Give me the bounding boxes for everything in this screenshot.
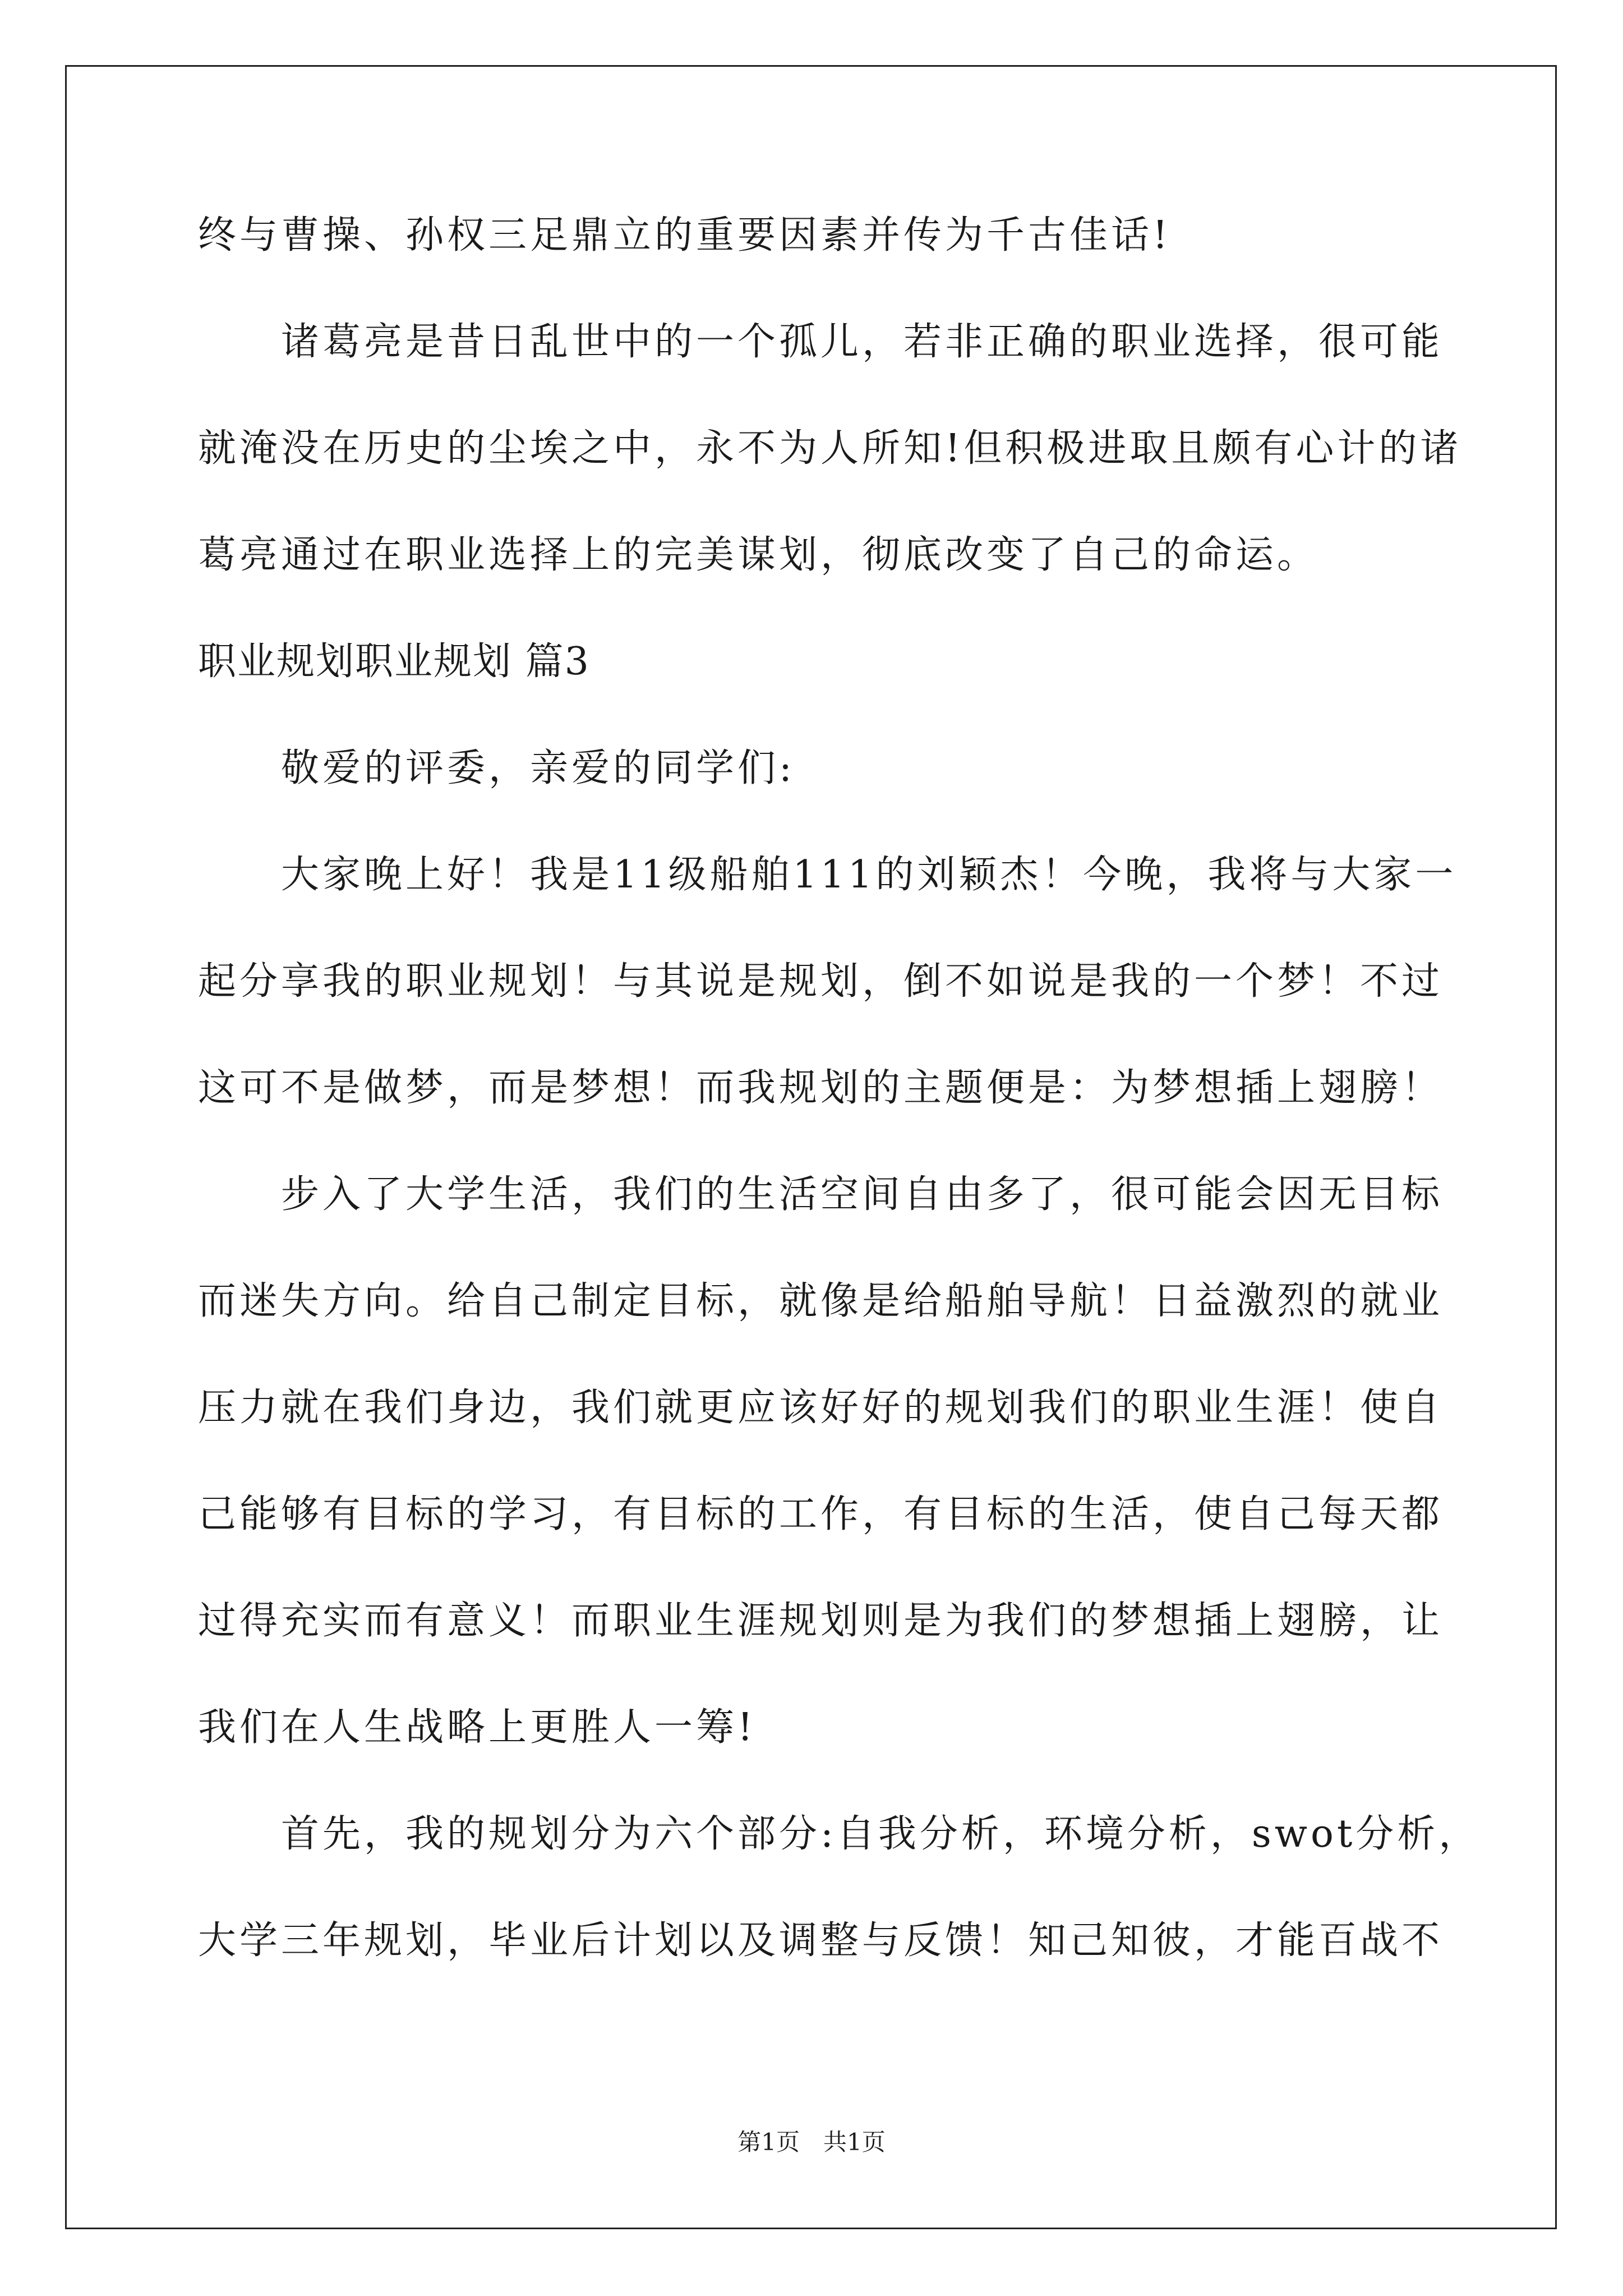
text-line: 葛亮通过在职业选择上的完美谋划，彻底改变了自己的命运。 <box>198 533 1319 577</box>
page-border <box>65 65 1557 2229</box>
text-line: 起分享我的职业规划！与其说是规划，倒不如说是我的一个梦！不过 <box>198 959 1444 1004</box>
page-footer: 第1页 共1页 <box>737 2128 886 2156</box>
text-line: 己能够有目标的学习，有目标的工作，有目标的生活，使自己每天都 <box>198 1492 1444 1536</box>
text-line: 就淹没在历史的尘埃之中，永不为人所知!但积极进取且颇有心计的诸 <box>198 426 1462 471</box>
text-line: 我们在人生战略上更胜人一筹! <box>198 1705 757 1750</box>
paragraph-first-line: 大家晚上好！我是11级船舶111的刘颖杰！今晚，我将与大家一 <box>281 853 1457 897</box>
text-line: 终与曹操、孙权三足鼎立的重要因素并传为千古佳话! <box>198 213 1172 257</box>
text-line: 大学三年规划，毕业后计划以及调整与反馈！知己知彼，才能百战不 <box>198 1918 1444 1963</box>
salutation: 敬爱的评委，亲爱的同学们: <box>281 746 795 790</box>
text-line: 这可不是做梦，而是梦想！而我规划的主题便是：为梦想插上翅膀！ <box>198 1066 1444 1110</box>
text-line: 压力就在我们身边，我们就更应该好好的规划我们的职业生涯！使自 <box>198 1386 1444 1430</box>
paragraph-first-line: 首先，我的规划分为六个部分:自我分析，环境分析，swot分析， <box>281 1812 1481 1856</box>
text-line: 而迷失方向。给自己制定目标，就像是给船舶导航！日益激烈的就业 <box>198 1279 1444 1323</box>
paragraph-first-line: 步入了大学生活，我们的生活空间自由多了，很可能会因无目标 <box>281 1172 1444 1217</box>
paragraph-first-line: 诸葛亮是昔日乱世中的一个孤儿，若非正确的职业选择，很可能 <box>281 320 1444 364</box>
section-heading: 职业规划职业规划 篇3 <box>198 639 590 684</box>
text-line: 过得充实而有意义！而职业生涯规划则是为我们的梦想插上翅膀，让 <box>198 1599 1444 1643</box>
